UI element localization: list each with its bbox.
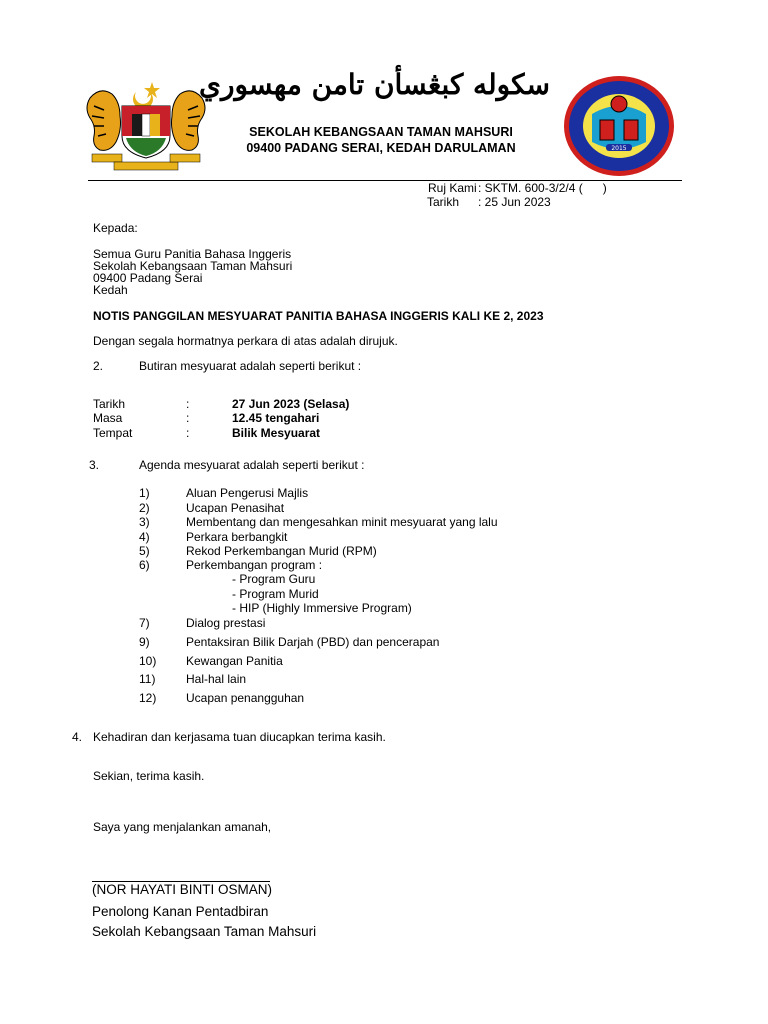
salutation: Kepada:	[93, 221, 138, 235]
agenda-item: Kewangan Panitia	[186, 654, 283, 668]
recipient-line: Kedah	[93, 283, 128, 297]
detail-sep: :	[186, 411, 190, 425]
agenda-number: 1)	[139, 486, 150, 500]
agenda-number: 6)	[139, 558, 150, 572]
para4-number: 4.	[72, 730, 83, 744]
para4-text: Kehadiran dan kerjasama tuan diucapkan terima kasih.	[93, 730, 386, 744]
agenda-item: Rekod Perkembangan Murid (RPM)	[186, 544, 377, 558]
jawi-school-name: سكوله كبڠسأن تامن مهسوري	[199, 68, 550, 101]
recipient-line: Semua Guru Panitia Bahasa Inggeris	[93, 247, 292, 261]
school-name: SEKOLAH KEBANGSAAN TAMAN MAHSURI	[249, 125, 513, 139]
sub-program-item: - Program Murid	[232, 587, 319, 601]
agenda-number: 11)	[139, 672, 156, 686]
agenda-number: 12)	[139, 691, 157, 705]
para2-text: Butiran mesyuarat adalah seperti berikut :	[139, 359, 362, 373]
detail-value: Bilik Mesyuarat	[232, 426, 321, 440]
amanah-text: Saya yang menjalankan amanah,	[93, 820, 272, 834]
sub-program-item: - HIP (Highly Immersive Program)	[232, 601, 412, 615]
agenda-number: 9)	[139, 635, 150, 649]
agenda-item: Aluan Pengerusi Majlis	[186, 486, 309, 500]
detail-label: Masa	[93, 411, 123, 425]
ruj-value: : SKTM. 600-3/2/4 ( )	[478, 181, 607, 195]
para3-text: Agenda mesyuarat adalah seperti berikut :	[139, 458, 365, 472]
agenda-number: 3)	[139, 515, 150, 529]
tarikh-value: : 25 Jun 2023	[478, 195, 551, 209]
detail-sep: :	[186, 426, 190, 440]
signatory-name: (NOR HAYATI BINTI OSMAN)	[92, 882, 273, 897]
school-logo-icon	[562, 74, 676, 178]
opening-paragraph: Dengan segala hormatnya perkara di atas adalah dirujuk.	[93, 334, 398, 348]
malaysia-coat-of-arms-icon	[84, 78, 208, 174]
agenda-item: Membentang dan mengesahkan minit mesyuarat yang lalu	[186, 515, 498, 529]
sub-program-item: - Program Guru	[232, 572, 316, 586]
signatory-position: Penolong Kanan Pentadbiran	[92, 904, 269, 919]
para2-number: 2.	[93, 359, 104, 373]
detail-value: 27 Jun 2023 (Selasa)	[232, 397, 350, 411]
recipient-line: 09400 Padang Serai	[93, 271, 203, 285]
agenda-number: 10)	[139, 654, 157, 668]
agenda-item: Ucapan penangguhan	[186, 691, 305, 705]
letter-subject: NOTIS PANGGILAN MESYUARAT PANITIA BAHASA INGGERIS KALI KE 2, 2023	[93, 309, 544, 323]
tarikh-label: Tarikh	[427, 195, 460, 209]
detail-sep: :	[186, 397, 190, 411]
agenda-item: Perkembangan program :	[186, 558, 323, 572]
recipient-line: Sekolah Kebangsaan Taman Mahsuri	[93, 259, 293, 273]
agenda-item: Hal-hal lain	[186, 672, 247, 686]
detail-value: 12.45 tengahari	[232, 411, 320, 425]
agenda-number: 5)	[139, 544, 150, 558]
agenda-item: Pentaksiran Bilik Darjah (PBD) dan pencerapan	[186, 635, 440, 649]
ruj-label: Ruj Kami	[428, 181, 477, 195]
detail-label: Tempat	[93, 426, 133, 440]
para3-number: 3.	[89, 458, 100, 472]
agenda-item: Ucapan Penasihat	[186, 501, 285, 515]
agenda-item: Perkara berbangkit	[186, 530, 288, 544]
signatory-school: Sekolah Kebangsaan Taman Mahsuri	[92, 924, 317, 939]
agenda-number: 7)	[139, 616, 150, 630]
school-address: 09400 PADANG SERAI, KEDAH DARULAMAN	[246, 141, 516, 155]
agenda-number: 4)	[139, 530, 150, 544]
svg-text:2015: 2015	[611, 145, 627, 152]
closing-text: Sekian, terima kasih.	[93, 769, 205, 783]
detail-label: Tarikh	[93, 397, 126, 411]
agenda-item: Dialog prestasi	[186, 616, 266, 630]
agenda-number: 2)	[139, 501, 150, 515]
